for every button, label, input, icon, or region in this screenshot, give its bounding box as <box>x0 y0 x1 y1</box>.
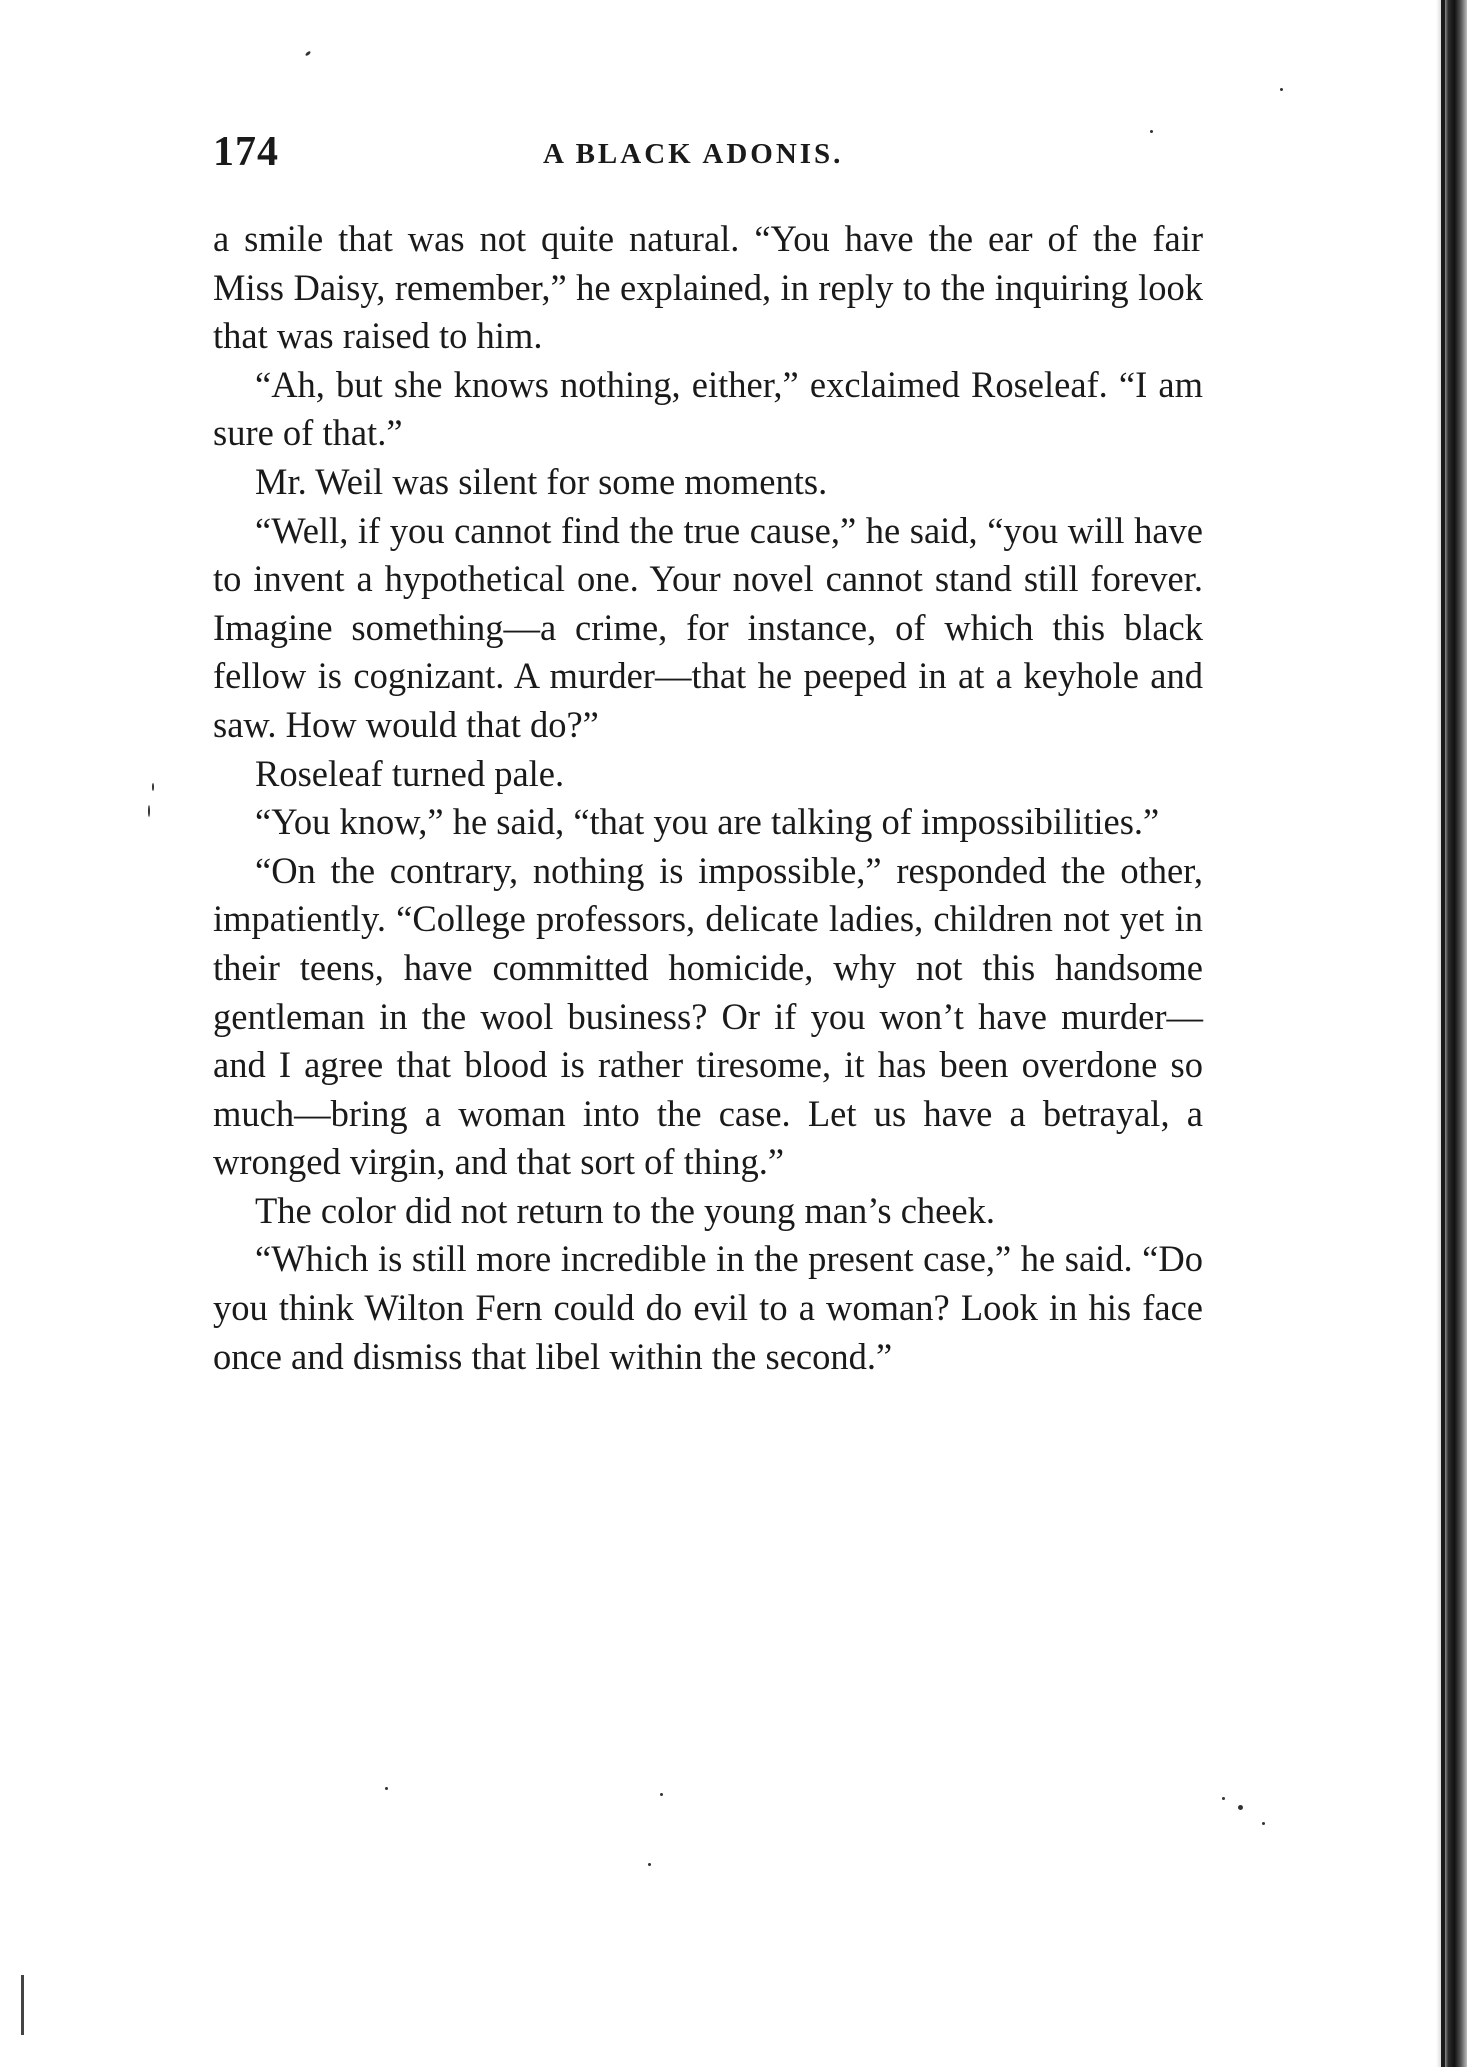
paragraph: “You know,” he said, “that you are talking of impossibilities.” <box>255 801 1160 843</box>
body-text <box>213 215 1203 1381</box>
page-header <box>213 128 1203 178</box>
ink-speck <box>385 1787 388 1790</box>
ink-speck <box>1238 1805 1243 1810</box>
paragraph: Mr. Weil was silent for some moments. <box>255 460 828 502</box>
paragraph: “Well, if you cannot find the true cause,” he said, “you will have to invent a hypothetical one. Your novel cannot stand still forever. Imagine something—a crime, for instance, of which this black fellow is cognizant. A murder—that he peeped in at a keyhole and saw. How would that do?” <box>213 509 1203 745</box>
scan-edge-mark <box>21 1975 24 2035</box>
ink-speck <box>1262 1822 1265 1825</box>
paragraph: Roseleaf turned pale. <box>255 752 565 794</box>
paragraph: The color did not return to the young man’s cheek. <box>255 1189 995 1231</box>
paragraph: “Ah, but she knows nothing, either,” exclaimed Roseleaf. “I am sure of that.” <box>213 363 1203 454</box>
ink-speck <box>305 50 312 56</box>
ink-speck <box>648 1863 651 1866</box>
paragraph: “On the contrary, nothing is impossible,” responded the other, impatiently. “College professors, delicate ladies, children not yet in their teens, have committed homicide, why not this handsome gentleman in the wool business? Or if you won’t have murder—and I agree that blood is rather tiresome, it has been overdone so much—bring a woman into the case. Let us have a betrayal, a wronged virgin, and that sort of thing.” <box>213 849 1203 1183</box>
ink-speck <box>660 1793 663 1796</box>
paragraph: a smile that was not quite natural. “You have the ear of the fair Miss Daisy, remember,” he explained, in reply to the inquiring look that was raised to him. <box>213 218 1203 357</box>
ink-speck <box>152 783 154 791</box>
ink-speck <box>1222 1797 1225 1800</box>
ink-speck <box>148 805 150 817</box>
binding-line <box>1441 0 1445 2067</box>
page-number: 174 <box>213 129 279 175</box>
paragraph: “Which is still more incredible in the present case,” he said. “Do you think Wilton Fern could do evil to a woman? Look in his face once and dismiss that libel within the second.” <box>213 1238 1203 1377</box>
ink-speck <box>1150 130 1153 133</box>
running-head: A BLACK ADONIS. <box>543 138 844 170</box>
ink-speck <box>1280 88 1283 91</box>
